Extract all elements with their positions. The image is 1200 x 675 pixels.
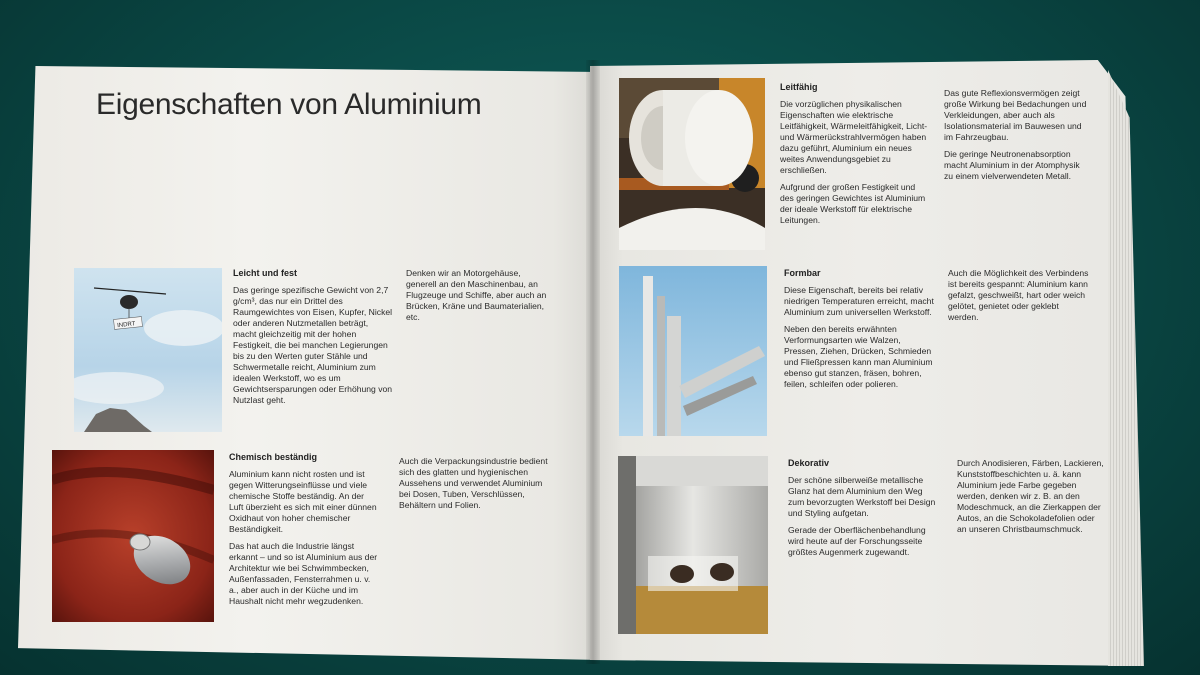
paragraph: Die vorzüglichen physikalischen Eigenschaften wie elektrische Leitfähigkeit, Wärmeleitfähigkeit, Licht- und Wärmerückstrahlvermögen haben dazu geführt, Aluminium ein neues weites Anwendungsgebiet zu erschließen. — [780, 99, 928, 175]
page-edges — [1108, 70, 1144, 666]
helicopter-photo — [74, 268, 222, 432]
pipes-photo — [52, 450, 214, 622]
section-chemisch-col2 — [399, 456, 549, 517]
paragraph: Neben den bereits erwähnten Verformungsarten wie Walzen, Pressen, Ziehen, Drücken, Schmieden und Fließpressen kann man Aluminium ebenso gut stanzen, fräsen, bohren, feilen, schleifen oder polieren. — [784, 324, 933, 389]
section-leitfaehig-col1 — [780, 82, 930, 232]
section-heading-leitfaehig: Leitfähig — [780, 82, 818, 92]
helicopter-sign-text: INDRT — [116, 321, 136, 330]
section-chemisch-col1 — [229, 452, 379, 613]
section-leicht-col1 — [233, 268, 393, 412]
paragraph: Aufgrund der großen Festigkeit und des geringen Gewichtes ist Aluminium der ideale Werkstoff für elektrische Leitungen. — [780, 182, 926, 225]
paragraph: Das hat auch die Industrie längst erkannt – und so ist Aluminium aus der Architektur wie bei Schwimmbecken, Außenfassaden, Fensterrahmen u. v. a., aber auch in der Küche und im Haushalt nicht mehr wegzudenken. — [229, 541, 378, 606]
paragraph: Der schöne silberweiße metallische Glanz hat dem Aluminium den Weg zum bevorzugten Werkstoff bei Design und Styling aufgetan. — [788, 475, 936, 518]
paragraph: Auch die Verpackungsindustrie bedient sich des glatten und hygienischen Aussehens und verwendet Aluminium bei Dosen, Tuben, Verschlüssen, Behältern und Folien. — [399, 456, 548, 510]
section-heading-chemisch: Chemisch beständig — [229, 452, 318, 462]
paragraph: Denken wir an Motorgehäuse, generell an den Maschinenbau, an Flugzeuge und Schiffe, aber auch an Brücken, Kräne und Baumaterialien, etc. — [406, 268, 547, 322]
book-gutter — [586, 60, 600, 664]
paragraph: Diese Eigenschaft, bereits bei relativ niedrigen Temperaturen erreicht, macht Aluminium zum universellen Werkstoff. — [784, 285, 934, 317]
paragraph: Gerade der Oberflächenbehandlung wird heute auf der Forschungsseite größtes Augenmerk zugewandt. — [788, 525, 926, 557]
section-dekorativ-col1 — [788, 458, 938, 564]
extrusion-photo — [619, 266, 767, 436]
coil-photo — [619, 78, 765, 250]
section-formbar-col1 — [784, 268, 934, 396]
paragraph: Das geringe spezifische Gewicht von 2,7 g/cm³, das nur ein Drittel des Raumgewichtes von Eisen, Kupfer, Nickel oder anderen Nutzmetallen beträgt, macht gleichzeitig mit der hohen Festigkeit, die bei manchen Legierungen bis zu den Werten guter Stähle und Schwermetalle reicht, Aluminium zum idealen Werkstoff, wo es um Gewichtsersparungen oder Erhöhung von Nutzlast geht. — [233, 285, 393, 405]
section-heading-leicht: Leicht und fest — [233, 268, 298, 278]
paragraph: Aluminium kann nicht rosten und ist gegen Witterungseinflüsse und viele chemische Stoffe beständig. An der Luft überzieht es sich mit einer dünnen Oxidhaut von hoher chemischer Beständigkeit. — [229, 469, 377, 534]
page-title: Eigenschaften von Aluminium — [96, 88, 482, 121]
paragraph: Durch Anodisieren, Färben, Lackieren, Kunststoffbeschichten u. ä. kann Aluminium jede Farbe gegeben werden, denken wir z. B. an den Modeschmuck, an die Zierkappen der Autos, an die Schokoladefolien oder an unseren Christbaumschmuck. — [957, 458, 1104, 534]
section-formbar-col2 — [948, 268, 1090, 329]
section-heading-formbar: Formbar — [784, 268, 821, 278]
section-dekorativ-col2 — [957, 458, 1105, 541]
section-heading-dekorativ: Dekorativ — [788, 458, 830, 468]
paragraph: Das gute Reflexionsvermögen zeigt große Wirkung bei Bedachungen und Verkleidungen, aber auch als Isolationsmaterial im Bauwesen und im Fahrzeugbau. — [944, 88, 1087, 142]
section-leitfaehig-col2 — [944, 88, 1089, 188]
interior-photo — [618, 456, 768, 634]
section-leicht-col2 — [406, 268, 548, 329]
paragraph: Auch die Möglichkeit des Verbindens ist bereits gespannt: Aluminium kann gefalzt, geschweißt, hart oder weich gelötet, genietet oder geklebt werden. — [948, 268, 1089, 322]
paragraph: Die geringe Neutronenabsorption macht Aluminium in der Atomphysik zu einem vielverwendeten Metall. — [944, 149, 1080, 181]
